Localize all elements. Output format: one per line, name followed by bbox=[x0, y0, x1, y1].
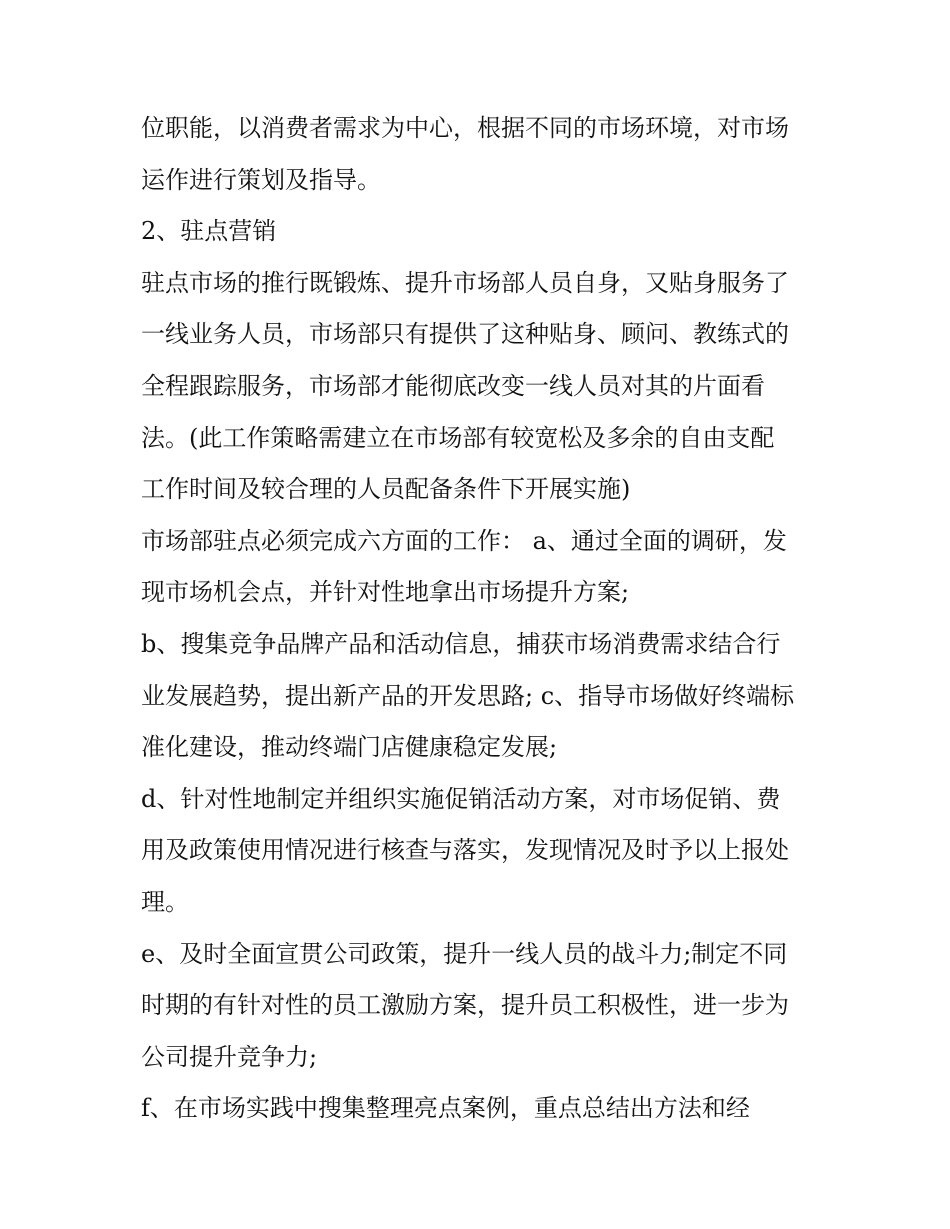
document-body bbox=[141, 108, 821, 1140]
text-line: 现市场机会点，并针对性地拿出市场提升方案; bbox=[141, 578, 630, 607]
text-line: 公司提升竞争力; bbox=[141, 1042, 318, 1071]
text-line: 准化建设，推动终端门店健康稳定发展; bbox=[141, 733, 558, 762]
text-line: f、在市场实践中搜集整理亮点案例，重点总结出方法和经 bbox=[141, 1094, 750, 1123]
text-line: 一线业务人员，市场部只有提供了这种贴身、顾问、教练式的 bbox=[141, 320, 789, 349]
text-line: 驻点市场的推行既锻炼、提升市场部人员自身，又贴身服务了 bbox=[141, 268, 789, 297]
text-line: 运作进行策划及指导。 bbox=[141, 165, 381, 194]
text-line: 市场部驻点必须完成六方面的工作： a、通过全面的调研，发 bbox=[141, 526, 787, 555]
text-line: 业发展趋势，提出新产品的开发思路; c、指导市场做好终端标 bbox=[141, 681, 795, 710]
text-line: e、及时全面宣贯公司政策，提升一线人员的战斗力;制定不同 bbox=[141, 939, 788, 968]
text-line: 位职能，以消费者需求为中心，根据不同的市场环境，对市场 bbox=[141, 114, 789, 142]
text-line: 全程跟踪服务，市场部才能彻底改变一线人员对其的片面看 bbox=[141, 371, 765, 400]
section-heading: 2、驻点营销 bbox=[141, 217, 277, 246]
text-line: 法。(此工作策略需建立在市场部有较宽松及多余的自由支配 bbox=[141, 423, 775, 452]
text-line: d、针对性地制定并组织实施促销活动方案，对市场促销、费 bbox=[141, 784, 781, 813]
text-line: 工作时间及较合理的人员配备条件下开展实施) bbox=[141, 475, 631, 504]
text-line: b、搜集竞争品牌产品和活动信息，捕获市场消费需求结合行 bbox=[141, 629, 781, 658]
text-line: 用及政策使用情况进行核查与落实，发现情况及时予以上报处 bbox=[141, 836, 789, 865]
text-line: 理。 bbox=[141, 887, 189, 916]
text-line: 时期的有针对性的员工激励方案，提升员工积极性，进一步为 bbox=[141, 991, 789, 1020]
